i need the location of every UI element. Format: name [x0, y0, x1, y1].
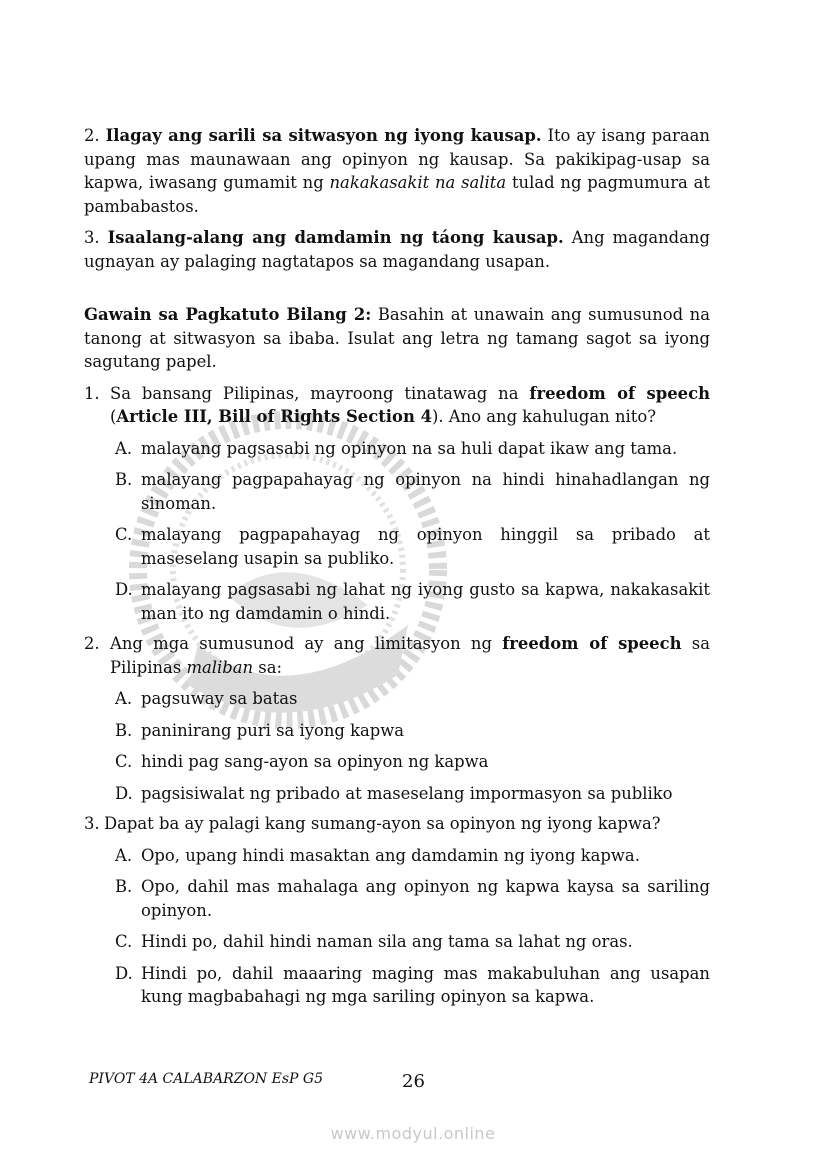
option-letter: C. — [115, 525, 133, 544]
question-number: 1. — [84, 383, 100, 403]
option-a — [115, 437, 710, 461]
page-number: 26 — [402, 1071, 425, 1092]
item-text: tulad ng pagmumura at pambabastos. — [84, 173, 710, 216]
option-text: Hindi po, dahil hindi naman sila ang tama sa lahat ng oras. — [141, 932, 633, 951]
option-letter: D. — [115, 963, 133, 983]
question-number: 2. — [84, 634, 100, 653]
item-heading: Ilagay ang sarili sa sitwasyon ng iyong kausap. — [105, 126, 542, 145]
question-text — [110, 382, 710, 429]
list-item — [84, 226, 710, 273]
option-text: malayang pagsasabi ng opinyon na sa huli dapat ikaw ang tama. — [141, 438, 678, 458]
option-text: malayang pagpapahayag ng opinyon na hindi hinahadlangan ng sinoman. — [141, 470, 710, 513]
activity-title: Gawain sa Pagkatuto Bilang 2: — [84, 305, 372, 324]
question-text-part: ). Ano ang kahulugan nito? — [431, 407, 656, 426]
question-number: 3. — [84, 814, 100, 833]
option-a — [115, 844, 710, 868]
question-text-part: Sa bansang Pilipinas, mayroong tinatawag na — [110, 383, 530, 403]
question-2 — [84, 632, 710, 679]
option-letter: B. — [115, 877, 133, 896]
question-text: Dapat ba ay palagi kang sumang-ayon sa opinyon ng iyong kapwa? — [104, 814, 661, 833]
option-letter: D. — [115, 783, 133, 803]
option-letter: C. — [115, 932, 133, 951]
question-3-options — [115, 844, 710, 1009]
list-item — [84, 124, 710, 218]
option-b — [115, 719, 710, 743]
question-text-part: ( — [110, 407, 117, 426]
item-text: Ito ay isang paraan upang mas maunawaan ang opinyon ng kausap. Sa pakikipag-usap sa kapwa, iwasang gumamit ng — [84, 126, 710, 192]
question-bold: freedom of speech — [502, 634, 682, 653]
option-d — [115, 782, 710, 806]
option-letter: A. — [115, 438, 133, 458]
question-bold: freedom of speech — [529, 383, 710, 403]
option-letter: A. — [115, 689, 133, 708]
option-text: Opo, dahil mas mahalaga ang opinyon ng kapwa kaysa sa sariling opinyon. — [141, 877, 710, 920]
option-text: Hindi po, dahil maaaring maging mas makabuluhan ang usapan kung magbabahagi ng mga sariling opinyon sa kapwa. — [141, 963, 710, 1006]
question-bold: Article III, Bill of Rights Section 4 — [116, 407, 432, 426]
item-number: 2. — [84, 126, 100, 145]
item-heading: Isaalang-alang ang damdamin ng táong kausap. — [107, 228, 564, 247]
option-text: malayang pagpapahayag ng opinyon hinggil sa pribado at maseselang usapin sa publiko. — [141, 525, 710, 568]
item-number: 3. — [84, 228, 100, 247]
option-letter: B. — [115, 470, 133, 489]
option-text: pagsuway sa batas — [141, 689, 298, 708]
option-letter: A. — [115, 845, 133, 865]
question-text — [110, 632, 710, 679]
site-watermark-text: www.modyul.online — [330, 1124, 496, 1143]
question-3 — [84, 812, 710, 836]
option-b — [115, 468, 710, 515]
option-c — [115, 523, 710, 570]
option-c — [115, 930, 710, 954]
activity-text: Basahin at unawain ang sumusunod na tanong at sitwasyon sa ibaba. Isulat ang letra ng tamang sagot sa iyong sagutang papel. — [84, 305, 711, 371]
option-text: hindi pag sang-ayon sa opinyon ng kapwa — [141, 752, 489, 771]
item-text: Ang magandang ugnayan ay palaging nagtatapos sa magandang usapan. — [84, 228, 710, 271]
option-text: Opo, upang hindi masaktan ang damdamin ng iyong kapwa. — [141, 845, 640, 865]
main-content — [84, 124, 710, 1009]
option-text: paninirang puri sa iyong kapwa — [141, 720, 405, 740]
option-c — [115, 750, 710, 774]
option-d — [115, 578, 710, 625]
option-b — [115, 875, 710, 922]
question-text-part: Ang mga sumusunod ay ang limitasyon ng — [110, 634, 503, 653]
activity-instructions — [84, 303, 710, 374]
option-d — [115, 962, 710, 1009]
item-emphasis: nakakasakit na salita — [329, 173, 507, 192]
option-letter: D. — [115, 580, 133, 599]
question-1-options — [115, 437, 710, 626]
question-2-options — [115, 687, 710, 805]
option-a — [115, 687, 710, 711]
question-emphasis: maliban — [186, 657, 254, 677]
question-text-part: sa: — [253, 657, 282, 677]
option-text: malayang pagsasabi ng lahat ng iyong gusto sa kapwa, nakakasakit man ito ng damdamin o hindi. — [141, 580, 710, 623]
question-text-part: sa Pilipinas — [110, 634, 710, 677]
option-letter: C. — [115, 752, 133, 771]
footer-label: PIVOT 4A CALABARZON EsP G5 — [89, 1071, 323, 1087]
option-text: pagsisiwalat ng pribado at maseselang impormasyon sa publiko — [141, 783, 673, 803]
option-letter: B. — [115, 720, 133, 740]
question-1 — [84, 382, 710, 429]
